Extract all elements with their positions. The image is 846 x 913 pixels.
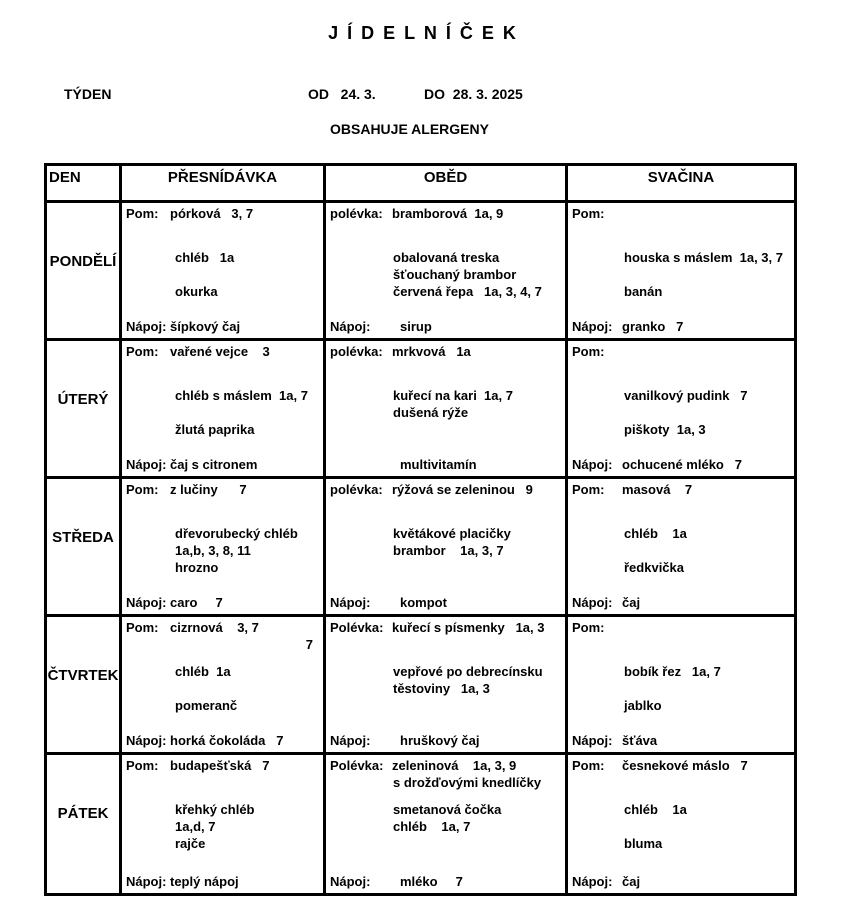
soup-spread-label: Pom: xyxy=(126,206,159,221)
soup-item: kuřecí s písmenky 1a, 3 xyxy=(392,620,545,635)
dish-line xyxy=(330,835,561,852)
dish-line xyxy=(330,697,561,714)
dish-list xyxy=(330,663,561,731)
header-lunch: OBĚD xyxy=(326,166,568,203)
dish-line: hrozno xyxy=(175,560,219,575)
soup-item-line2: s drožďovými knedlíčky xyxy=(393,775,542,790)
dish-line xyxy=(126,438,319,455)
drink-label: Nápoj: xyxy=(126,457,167,472)
dish-line xyxy=(126,576,319,593)
soup-item: mrkvová 1a xyxy=(392,344,471,359)
dish-line: bobík řez 1a, 7 xyxy=(624,664,721,679)
allergen-note: OBSAHUJE ALERGENY xyxy=(330,121,489,137)
meal-cell-friday-morning-snack xyxy=(122,755,326,893)
dish-line xyxy=(330,438,561,455)
dish-list xyxy=(126,249,319,317)
dish-line: chléb 1a xyxy=(624,526,687,541)
dish-line: 1a,b, 3, 8, 11 xyxy=(175,543,251,558)
dish-line xyxy=(572,438,790,455)
dish-list xyxy=(572,801,790,869)
dish-line: křehký chléb xyxy=(175,802,255,817)
dish-list xyxy=(126,801,319,869)
dish-line xyxy=(330,421,561,438)
header-day: DEN xyxy=(47,166,122,203)
dish-line xyxy=(126,680,319,697)
dish-line: červená řepa 1a, 3, 4, 7 xyxy=(393,284,542,299)
dish-line xyxy=(572,542,790,559)
drink-label: Nápoj: xyxy=(572,595,613,610)
dish-line xyxy=(572,818,790,835)
meal-cell-monday-lunch xyxy=(326,203,568,341)
soup-spread-label: Pom: xyxy=(572,206,605,221)
meal-cell-friday-lunch xyxy=(326,755,568,893)
dish-line xyxy=(572,714,790,731)
dish-line xyxy=(572,680,790,697)
date-to: DO 28. 3. 2025 xyxy=(424,86,523,102)
date-from: OD 24. 3. xyxy=(308,86,376,102)
week-label: TÝDEN xyxy=(64,86,112,102)
meal-cell-thursday-afternoon-snack xyxy=(568,617,794,755)
dish-line: těstoviny 1a, 3 xyxy=(393,681,490,696)
dish-line xyxy=(126,714,319,731)
dish-line: vepřové po debrecínsku xyxy=(393,664,543,679)
dish-list xyxy=(330,801,561,869)
dish-line: ředkvička xyxy=(624,560,684,575)
spread-item: vařené vejce 3 xyxy=(170,344,270,359)
dish-line: chléb 1a xyxy=(624,802,687,817)
header-afternoon-snack: SVAČINA xyxy=(568,166,794,203)
dish-line: šťouchaný brambor xyxy=(393,267,517,282)
meal-cell-wednesday-morning-snack xyxy=(122,479,326,617)
dish-line xyxy=(572,852,790,869)
menu-table xyxy=(44,163,797,896)
soup-spread-label: Pom: xyxy=(126,620,159,635)
dish-list xyxy=(126,663,319,731)
drink-label: Nápoj: xyxy=(572,733,613,748)
soup-label: polévka: xyxy=(330,344,383,359)
dish-line: obalovaná treska xyxy=(393,250,500,265)
soup-spread-label: Pom: xyxy=(572,482,605,497)
dish-line: kuřecí na kari 1a, 7 xyxy=(393,388,513,403)
dish-list xyxy=(126,387,319,455)
drink-item: čaj s citronem xyxy=(170,457,258,472)
spread-item: budapešťská 7 xyxy=(170,758,270,773)
dish-list xyxy=(330,249,561,317)
soup-label: polévka: xyxy=(330,206,383,221)
meal-cell-tuesday-lunch xyxy=(326,341,568,479)
page-title: J Í D E L N Í Č E K xyxy=(328,23,518,43)
dish-line: chléb s máslem 1a, 7 xyxy=(175,388,308,403)
meal-cell-tuesday-afternoon-snack xyxy=(568,341,794,479)
drink-label: Nápoj: xyxy=(126,874,167,889)
meal-cell-wednesday-lunch xyxy=(326,479,568,617)
meal-cell-monday-morning-snack xyxy=(122,203,326,341)
drink-item: caro 7 xyxy=(170,595,223,610)
day-cell-tuesday: ÚTERÝ xyxy=(47,341,122,479)
meal-cell-wednesday-afternoon-snack xyxy=(568,479,794,617)
dish-line: houska s máslem 1a, 3, 7 xyxy=(624,250,783,265)
meal-cell-monday-afternoon-snack xyxy=(568,203,794,341)
meal-cell-tuesday-morning-snack xyxy=(122,341,326,479)
meal-cell-thursday-morning-snack xyxy=(122,617,326,755)
drink-label: Nápoj: xyxy=(330,319,371,334)
drink-label: Nápoj: xyxy=(330,595,371,610)
dish-line: chléb 1a xyxy=(175,664,231,679)
dish-line: žlutá paprika xyxy=(175,422,255,437)
spread-item: česnekové máslo 7 xyxy=(622,758,748,773)
drink-item: šípkový čaj xyxy=(170,319,241,334)
dish-list xyxy=(572,249,790,317)
soup-label: Polévka: xyxy=(330,758,384,773)
drink-label: Nápoj: xyxy=(572,457,613,472)
soup-label: Polévka: xyxy=(330,620,384,635)
soup-spread-label: Pom: xyxy=(126,482,159,497)
soup-spread-label: Pom: xyxy=(126,344,159,359)
dish-line xyxy=(330,300,561,317)
dish-line: banán xyxy=(624,284,663,299)
dish-line xyxy=(330,714,561,731)
dish-line xyxy=(126,300,319,317)
meal-cell-thursday-lunch xyxy=(326,617,568,755)
dish-line xyxy=(572,300,790,317)
drink-item: šťáva xyxy=(622,733,658,748)
dish-line xyxy=(572,404,790,421)
dish-line: vanilkový pudink 7 xyxy=(624,388,748,403)
drink-label: Nápoj: xyxy=(126,733,167,748)
dish-line xyxy=(126,404,319,421)
drink-item: čaj xyxy=(622,595,641,610)
soup-spread-label: Pom: xyxy=(126,758,159,773)
soup-item: zeleninová 1a, 3, 9 xyxy=(392,758,517,773)
drink-item: čaj xyxy=(622,874,641,889)
dish-line: jablko xyxy=(624,698,662,713)
dish-line: smetanová čočka xyxy=(393,802,502,817)
drink-label: Nápoj: xyxy=(572,319,613,334)
header-morning-snack: PŘESNÍDÁVKA xyxy=(122,166,326,203)
dish-list xyxy=(330,525,561,593)
drink-label: Nápoj: xyxy=(126,319,167,334)
drink-label: Nápoj: xyxy=(572,874,613,889)
day-cell-thursday: ČTVRTEK xyxy=(47,617,122,755)
dish-list xyxy=(126,525,319,593)
dish-list xyxy=(330,387,561,455)
drink-item: horká čokoláda 7 xyxy=(170,733,284,748)
dish-line: bluma xyxy=(624,836,663,851)
drink-item: granko 7 xyxy=(622,319,684,334)
dish-line xyxy=(572,576,790,593)
drink-label xyxy=(330,456,400,473)
dish-line: rajče xyxy=(175,836,206,851)
drink-item: kompot xyxy=(400,595,447,610)
dish-line: okurka xyxy=(175,284,218,299)
spread-item: z lučiny 7 xyxy=(170,482,247,497)
dish-line: květákové placičky xyxy=(393,526,511,541)
drink-label: Nápoj: xyxy=(126,595,167,610)
soup-item: rýžová se zeleninou 9 xyxy=(392,482,533,497)
drink-label: Nápoj: xyxy=(330,874,371,889)
drink-label: Nápoj: xyxy=(330,733,371,748)
allergen-overflow: 7 xyxy=(305,637,313,652)
dish-line: dušená rýže xyxy=(393,405,469,420)
spread-item: pórková 3, 7 xyxy=(170,206,254,221)
soup-spread-label: Pom: xyxy=(572,758,605,773)
dish-list xyxy=(572,387,790,455)
dish-line xyxy=(330,576,561,593)
dish-list xyxy=(572,525,790,593)
drink-item: sirup xyxy=(400,319,432,334)
dish-line xyxy=(330,852,561,869)
drink-item: multivitamín xyxy=(400,457,477,472)
soup-item: bramborová 1a, 9 xyxy=(392,206,504,221)
dish-line: brambor 1a, 3, 7 xyxy=(393,543,504,558)
dish-list xyxy=(572,663,790,731)
soup-spread-label: Pom: xyxy=(572,620,605,635)
dish-line: chléb 1a, 7 xyxy=(393,819,471,834)
soup-spread-label: Pom: xyxy=(572,344,605,359)
spread-item: masová 7 xyxy=(622,482,693,497)
day-cell-monday: PONDĚLÍ xyxy=(47,203,122,341)
dish-line xyxy=(330,559,561,576)
dish-line: chléb 1a xyxy=(175,250,235,265)
dish-line: pomeranč xyxy=(175,698,238,713)
spread-item: cizrnová 3, 7 xyxy=(170,620,259,635)
meal-cell-friday-afternoon-snack xyxy=(568,755,794,893)
day-cell-wednesday: STŘEDA xyxy=(47,479,122,617)
dish-line: piškoty 1a, 3 xyxy=(624,422,706,437)
dish-line xyxy=(572,266,790,283)
dish-line: 1a,d, 7 xyxy=(175,819,216,834)
dish-line: dřevorubecký chléb xyxy=(175,526,298,541)
drink-item: hruškový čaj xyxy=(400,733,480,748)
drink-item: teplý nápoj xyxy=(170,874,239,889)
day-cell-friday: PÁTEK xyxy=(47,755,122,893)
drink-item: mléko 7 xyxy=(400,874,463,889)
dish-line xyxy=(126,852,319,869)
soup-label: polévka: xyxy=(330,482,383,497)
drink-item: ochucené mléko 7 xyxy=(622,457,742,472)
dish-line xyxy=(126,266,319,283)
